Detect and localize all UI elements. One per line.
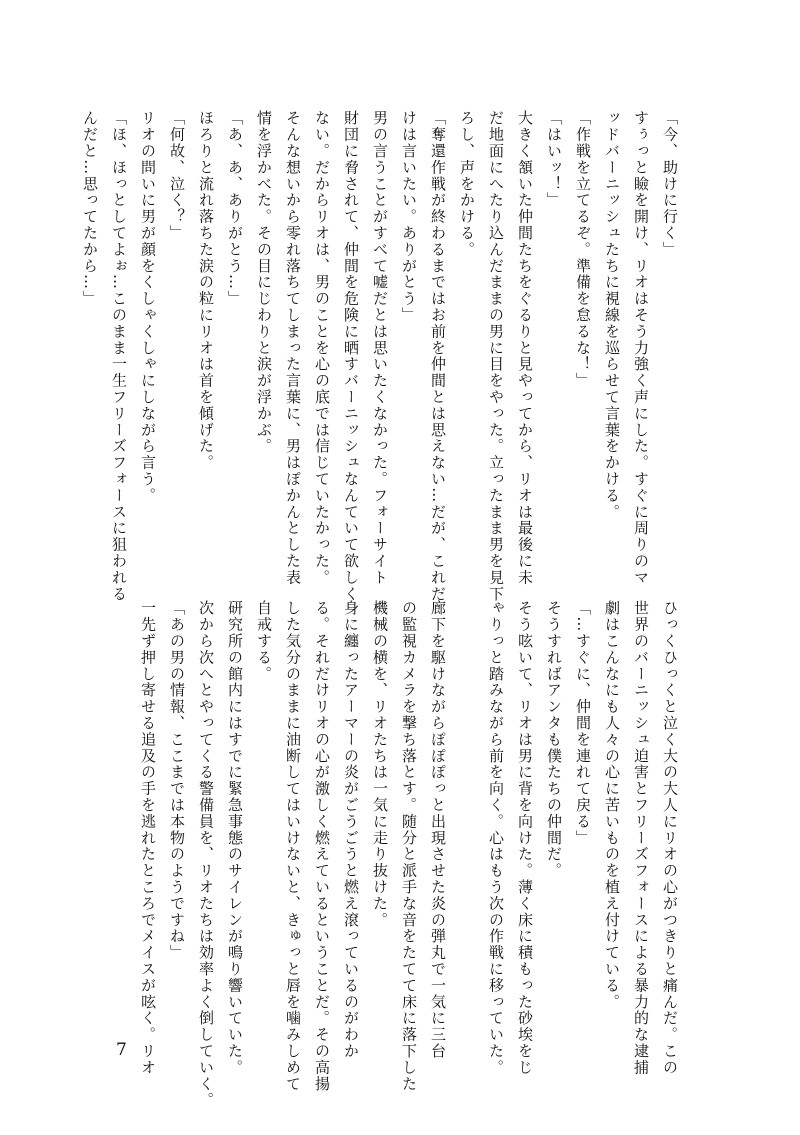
text-line: 財団に脅されて、仲間を危険に晒すバーニッシュなんていて欲しく xyxy=(342,110,360,602)
text-line: そんな想いから零れ落ちてしまった言葉に、男はぽかんとした表 xyxy=(284,110,302,586)
text-line: 大きく頷いた仲間たちをぐるりと見やってから、リオは最後に未 xyxy=(516,110,534,586)
text-line: した気分のままに油断してはいけないと、きゅっと唇を噛みしめて xyxy=(284,600,302,1092)
text-line: ほろりと流れ落ちた涙の粒にリオは首を傾げた。 xyxy=(197,110,215,471)
text-line: 「あの男の情報、ここまでは本物のようですね」 xyxy=(168,600,186,961)
text-line: 一先ず押し寄せる追及の手を逃れたところでメイスが呟く。リオ xyxy=(139,600,157,1076)
text-line: だ地面にへたり込んだままの男に目をやった。立ったまま男を見下 xyxy=(487,110,505,602)
text-line: の監視カメラを撃ち落とす。随分と派手な音をたてて床に落下した xyxy=(400,600,418,1092)
text-block-upper xyxy=(75,110,684,602)
text-line: 自戒する。 xyxy=(255,600,273,682)
text-line: ッドバーニッシュたちに視線を巡らせて言葉をかける。 xyxy=(603,110,621,520)
text-line: 「何故、泣く？」 xyxy=(168,110,186,242)
text-line: そうすればアンタも僕たちの仲間だ。 xyxy=(545,600,563,879)
text-line: 「…すぐに、仲間を連れて戻る」 xyxy=(574,600,592,846)
text-line: 「今、助けに行く」 xyxy=(661,110,679,258)
text-line: すぅっと瞼を開け、リオはそう力強く声にした。すぐに周りのマ xyxy=(632,110,650,586)
text-block-lower xyxy=(133,600,684,1109)
text-line: 「奪還作戦が終わるまではお前を仲間とは思えない…だが、これだ xyxy=(429,110,447,602)
text-line: ない。だからリオは、男のことを心の底では信じていたかった。 xyxy=(313,110,331,586)
text-line: 次から次へとやってくる警備員を、リオたちは効率よく倒していく。 xyxy=(197,600,215,1109)
text-line: そう呟いて、リオは男に背を向けた。薄く床に積もった砂埃をじ xyxy=(516,600,534,1076)
page-number: 7 xyxy=(116,1040,127,1060)
text-line: 「あ、あ、ありがとう…」 xyxy=(226,110,244,307)
text-line: 劇はこんなにも人々の心に苦いものを植え付けている。 xyxy=(603,600,621,1010)
text-line: 「作戦を立てるぞ。準備を怠るな！」 xyxy=(574,110,592,389)
text-line: ろし、声をかける。 xyxy=(458,110,476,258)
text-line: 「はいッ！」 xyxy=(545,110,563,209)
text-line: 男の言うことがすべて嘘だとは思いたくなかった。フォーサイト xyxy=(371,110,389,586)
text-line: 世界のバーニッシュ迫害とフリーズフォースによる暴力的な逮捕 xyxy=(632,600,650,1076)
text-line: 「ほ、ほっとしてよぉ…このまま一生フリーズフォースに狙われる xyxy=(110,110,128,602)
text-line: ひっくひっくと泣く大の大人にリオの心がつきりと痛んだ。この xyxy=(661,600,679,1076)
text-line: 身に纏ったアーマーの炎がごうごうと燃え滾っているのがわか xyxy=(342,600,360,1060)
blank-line xyxy=(452,600,481,1050)
text-line: リオの問いに男が顔をくしゃくしゃにしながら言う。 xyxy=(139,110,157,504)
text-line: る。それだけリオの心が激しく燃えているということだ。その高揚 xyxy=(313,600,331,1092)
text-line: 研究所の館内にはすでに緊急事態のサイレンが鳴り響いていた。 xyxy=(226,600,244,1076)
text-line: んだと…思ってたから…」 xyxy=(81,110,99,307)
text-line: 情を浮かべた。その目にじわりと涙が浮かぶ。 xyxy=(255,110,273,455)
text-line: ゃりっと踏みながら前を向く。心はもう次の作戦に移っていた。 xyxy=(487,600,505,1076)
text-line: けは言いたい。ありがとう」 xyxy=(400,110,418,324)
text-line: 廊下を駆けながらぽぽぽっと出現させた炎の弾丸で一気に三台 xyxy=(429,600,447,1060)
text-line: 機械の横を、リオたちは一気に走り抜けた。 xyxy=(371,600,389,928)
